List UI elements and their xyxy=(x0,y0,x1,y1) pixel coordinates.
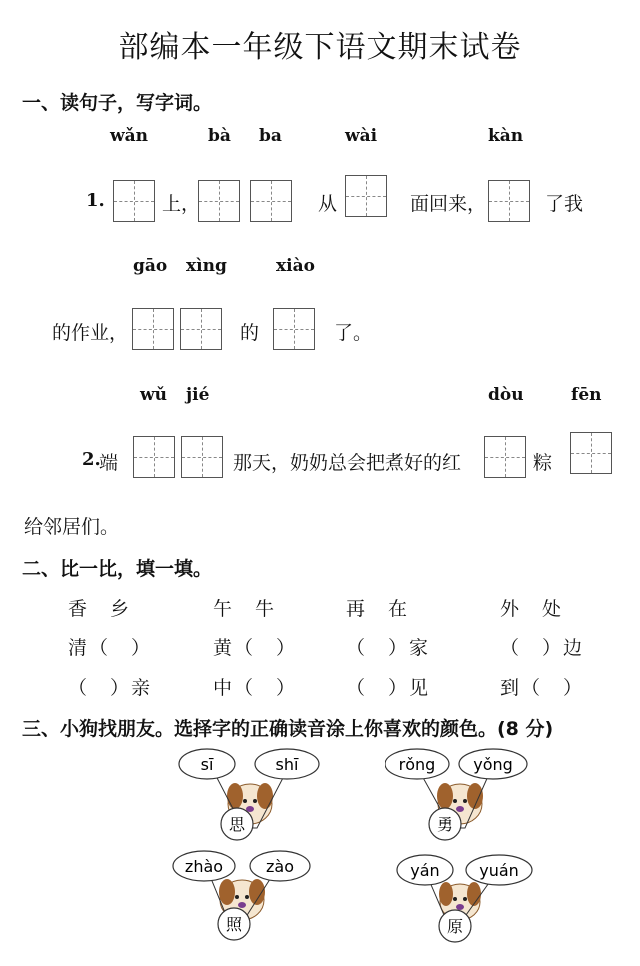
question-number-2: 2. xyxy=(82,449,101,470)
writing-box[interactable] xyxy=(113,180,155,222)
sentence-text: 的 xyxy=(240,322,260,344)
pinyin-gao: gāo xyxy=(133,256,168,276)
sentence-text: 了。 xyxy=(334,322,373,344)
sentence-text: 上， xyxy=(162,193,201,215)
compare-item: 午 牛 xyxy=(213,598,277,620)
compare-item: 外 处 xyxy=(500,598,564,620)
pinyin-kan: kàn xyxy=(488,126,524,146)
pinyin-ba: bà xyxy=(208,126,231,146)
writing-box[interactable] xyxy=(180,308,222,350)
fill-blank[interactable]: 黄（ ） xyxy=(213,637,298,659)
compare-item: 香 乡 xyxy=(68,598,132,620)
dog-group-4 xyxy=(395,852,535,948)
fill-blank[interactable]: 中（ ） xyxy=(213,677,298,699)
compare-item: 再 在 xyxy=(346,598,410,620)
pinyin-dou: dòu xyxy=(488,385,524,405)
writing-box[interactable] xyxy=(345,175,387,217)
sentence-text: 的作业， xyxy=(52,322,129,344)
target-char: 思 xyxy=(228,815,246,834)
sentence-text: 那天，奶奶总会把煮好的红 xyxy=(233,452,462,474)
pinyin-fen: fēn xyxy=(571,385,602,405)
fill-blank[interactable]: （ ）家 xyxy=(346,637,431,659)
pinyin-wu: wǔ xyxy=(140,385,167,405)
pinyin-option: zào xyxy=(266,857,294,876)
pinyin-option: sī xyxy=(200,755,214,774)
pinyin-option: yǒng xyxy=(473,755,513,774)
sentence-text: 从 xyxy=(318,193,338,215)
writing-box[interactable] xyxy=(570,432,612,474)
writing-box[interactable] xyxy=(488,180,530,222)
target-char: 原 xyxy=(446,917,464,936)
fill-blank[interactable]: （ ）边 xyxy=(500,637,585,659)
pinyin-jie: jié xyxy=(186,385,210,405)
writing-box[interactable] xyxy=(250,180,292,222)
fill-blank[interactable]: （ ）亲 xyxy=(68,677,153,699)
sentence-text: 粽 xyxy=(533,452,553,474)
writing-box[interactable] xyxy=(181,436,223,478)
sentence-text: 端 xyxy=(99,452,119,474)
pinyin-xing: xìng xyxy=(186,256,227,276)
section-2-heading: 二、比一比，填一填。 xyxy=(22,558,213,580)
section-3-heading: 三、小狗找朋友。选择字的正确读音涂上你喜欢的颜色。(8 分) xyxy=(22,718,554,740)
question-number-1: 1. xyxy=(86,190,105,211)
writing-box[interactable] xyxy=(484,436,526,478)
sentence-text: 了我 xyxy=(545,193,584,215)
dog-group-3 xyxy=(172,848,332,948)
pinyin-option: yuán xyxy=(479,861,519,880)
pinyin-wan: wǎn xyxy=(110,126,149,146)
pinyin-option: yán xyxy=(410,861,440,880)
section-1-heading: 一、读句子，写字词。 xyxy=(22,92,213,114)
target-char: 照 xyxy=(225,915,243,934)
fill-blank[interactable]: 清（ ） xyxy=(68,637,153,659)
pinyin-xiao: xiào xyxy=(276,256,315,276)
pinyin-option: shī xyxy=(275,755,299,774)
writing-box[interactable] xyxy=(133,436,175,478)
target-char: 勇 xyxy=(436,815,454,834)
sentence-text: 面回来， xyxy=(410,193,487,215)
pinyin-option: zhào xyxy=(184,857,224,876)
fill-blank[interactable]: 到（ ） xyxy=(500,677,585,699)
writing-box[interactable] xyxy=(273,308,315,350)
writing-box[interactable] xyxy=(132,308,174,350)
writing-box[interactable] xyxy=(198,180,240,222)
dog-group-2 xyxy=(385,746,535,846)
pinyin-option: rǒng xyxy=(398,755,436,774)
page-title: 部编本一年级下语文期末试卷 xyxy=(118,30,522,65)
pinyin-ba2: ba xyxy=(259,126,282,146)
fill-blank[interactable]: （ ）见 xyxy=(346,677,431,699)
sentence-text: 给邻居们。 xyxy=(24,516,120,538)
dog-group-1 xyxy=(175,746,325,846)
pinyin-wai: wài xyxy=(345,126,378,146)
